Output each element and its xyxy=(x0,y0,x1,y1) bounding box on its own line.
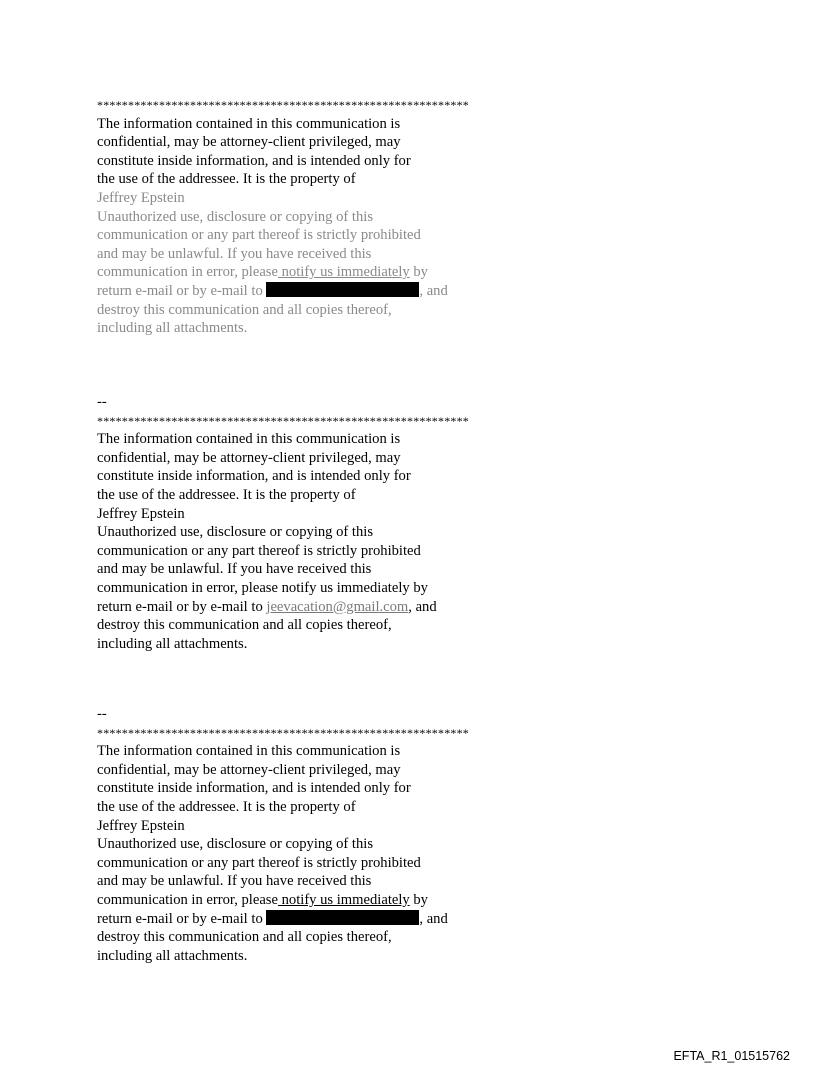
disclaimer-line: the use of the addressee. It is the property of xyxy=(97,171,356,188)
disclaimer-line-email xyxy=(97,910,617,929)
disclaimer-line: communication or any part thereof is strictly prohibited xyxy=(97,854,421,871)
disclaimer-line-email xyxy=(97,598,617,617)
email-post: , and xyxy=(419,910,448,927)
stars-separator: ************************************************************ xyxy=(97,725,469,740)
disclaimer-line: Unauthorized use, disclosure or copying of this xyxy=(97,836,374,853)
email-link[interactable]: jeevacation@gmail.com xyxy=(266,598,409,615)
stars-separator: ************************************************************ xyxy=(97,413,469,428)
stars-separator: ************************************************************ xyxy=(97,98,469,112)
disclaimer-line: and may be unlawful. If you have received this xyxy=(97,873,372,890)
disclaimer-line: Unauthorized use, disclosure or copying of this xyxy=(97,208,374,225)
disclaimer-line-email xyxy=(97,282,617,301)
disclaimer-line: constitute inside information, and is intended only for xyxy=(97,468,411,485)
redaction-box xyxy=(266,282,419,297)
disclaimer-line: communication or any part thereof is strictly prohibited xyxy=(97,542,421,559)
disclaimer-line: Unauthorized use, disclosure or copying of this xyxy=(97,524,374,541)
notify-post: by xyxy=(409,891,428,908)
disclaimer-line: constitute inside information, and is intended only for xyxy=(97,780,411,797)
disclaimer-line-notify xyxy=(97,891,617,910)
disclaimer-line: Jeffrey Epstein xyxy=(97,817,185,834)
disclaimer-line: the use of the addressee. It is the property of xyxy=(97,486,356,503)
disclaimer-line: destroy this communication and all copies thereof, xyxy=(97,617,392,634)
email-pre: return e-mail or by e-mail to xyxy=(97,910,267,927)
disclaimer-line: the use of the addressee. It is the property of xyxy=(97,798,356,815)
notify-pre: communication in error, please xyxy=(97,891,278,908)
disclaimer-block-1 xyxy=(97,96,617,338)
disclaimer-line: The information contained in this communication is xyxy=(97,431,401,448)
dash-separator: -- xyxy=(97,394,107,410)
disclaimer-line: constitute inside information, and is intended only for xyxy=(97,152,411,169)
email-pre: return e-mail or by e-mail to xyxy=(97,282,267,299)
email-post: , and xyxy=(419,282,448,299)
document-id: EFTA_R1_01515762 xyxy=(673,1049,790,1063)
disclaimer-line: communication in error, please notify us immediately by xyxy=(97,579,428,596)
disclaimer-line: confidential, may be attorney-client privileged, may xyxy=(97,134,401,151)
disclaimer-line: Jeffrey Epstein xyxy=(97,189,185,206)
notify-underlined: notify us immediately xyxy=(277,891,410,908)
notify-pre: communication in error, please xyxy=(97,264,278,281)
disclaimer-line: confidential, may be attorney-client privileged, may xyxy=(97,761,401,778)
dash-separator: -- xyxy=(97,706,107,722)
disclaimer-line: The information contained in this communication is xyxy=(97,743,401,760)
disclaimer-line-notify xyxy=(97,263,617,282)
disclaimer-line: Jeffrey Epstein xyxy=(97,505,185,522)
disclaimer-line: including all attachments. xyxy=(97,947,248,964)
disclaimer-line: destroy this communication and all copies thereof, xyxy=(97,929,392,946)
disclaimer-line: The information contained in this communication is xyxy=(97,115,401,132)
disclaimer-line: confidential, may be attorney-client privileged, may xyxy=(97,449,401,466)
disclaimer-line: destroy this communication and all copies thereof, xyxy=(97,301,392,318)
disclaimer-line: communication or any part thereof is strictly prohibited xyxy=(97,227,421,244)
email-post: , and xyxy=(408,598,437,615)
disclaimer-line: including all attachments. xyxy=(97,320,248,337)
redaction-box xyxy=(266,910,419,925)
email-pre: return e-mail or by e-mail to xyxy=(97,598,267,615)
notify-underlined: notify us immediately xyxy=(277,264,410,281)
notify-post: by xyxy=(409,264,428,281)
disclaimer-block-2 xyxy=(97,393,617,653)
disclaimer-line: and may be unlawful. If you have received this xyxy=(97,245,372,262)
disclaimer-block-3 xyxy=(97,705,617,965)
disclaimer-line: including all attachments. xyxy=(97,635,248,652)
disclaimer-line: and may be unlawful. If you have received this xyxy=(97,561,372,578)
